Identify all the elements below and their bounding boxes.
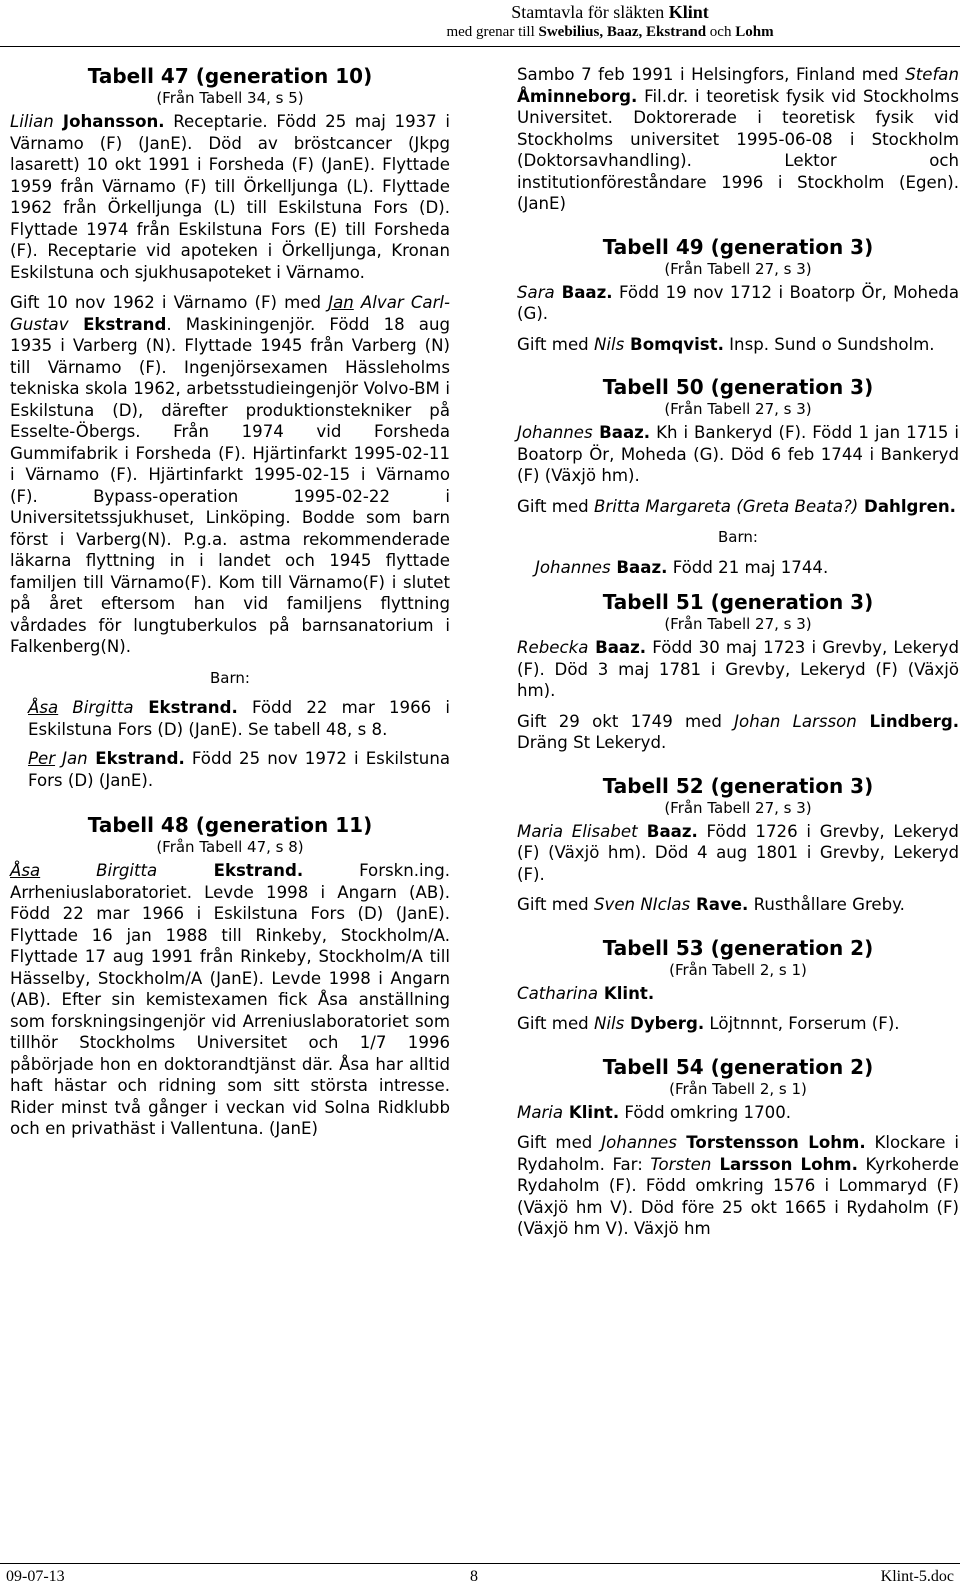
table-52: [517, 774, 959, 916]
table-49: [517, 235, 959, 356]
table-50-person: Johannes Baaz. Kh i Bankeryd (F). Född 1 jan 1715 i Boatorp Ör, Moheda (G). Död 6 feb 1744 i Bankeryd (F) (Växjö hm).: [517, 423, 959, 485]
page-number: 8: [470, 1568, 478, 1585]
page-footer: [0, 1566, 960, 1592]
right-column: [517, 64, 959, 1240]
table-54-person: Maria Klint. Född omkring 1700.: [517, 1102, 792, 1122]
table-53-marriage: Gift med Nils Dyberg. Löjtnnnt, Forserum (F).: [517, 1014, 900, 1033]
table-51-heading: Tabell 51 (generation 3): [602, 590, 874, 614]
table-50-marriage: Gift med Britta Margareta (Greta Beata?) Dahlgren.: [517, 496, 956, 516]
table-52-person: Maria Elisabet Baaz. Född 1726 i Grevby, Lekeryd (F) (Växjö hm). Död 4 aug 1801 i Grevby, Lekeryd (F).: [517, 821, 959, 884]
table-52-source: (Från Tabell 27, s 3): [664, 798, 812, 817]
table-53-person: Catharina Klint.: [517, 983, 655, 1003]
table-48-person: Åsa Birgitta Ekstrand. Forskn.ing. Arrheniuslaboratoriet. Levde 1998 i Angarn (AB). Född 22 mar 1966 i Eskilstuna Fors (D) (JanE). Flyttade 16 jan 1988 till Rinkeby, Stockholm/A. Flyttade 17 aug 1991 från Rinkeby, Stockholm/A till Hässelby, Stockholm/A (JanE). Levde 1998 i Angarn (AB). Efter sin kemistexamen fick Åsa anställning som forskningsingenjör vid Arreniuslaboratoriet som tillhör Stockholms Universitet och 1/7 1996 påbörjade hon en doktorandtjänst där. Åsa har alltid haft hästar och ridning som sitt största intresse. Rider minst två gånger i veckan vid Solna Ridklubb och en privathäst i Vallentuna. (JanE): [10, 861, 450, 1138]
footer-date: 09-07-13: [6, 1568, 65, 1585]
left-column: [10, 64, 450, 1140]
table-48-heading: Tabell 48 (generation 11): [87, 813, 373, 837]
table-47-person: Lilian Johansson. Receptarie. Född 25 maj 1937 i Värnamo (F) (JanE). Död av bröstcancer (Jkpg lasarett) 10 okt 1991 i Forsheda (F) (JanE). Flyttade 1959 från Värnamo (F) till Örkelljunga (L). Flyttade 1962 från Örkelljunga (L) till Eskilstuna Fors (D). Flyttade 1974 från Eskilstuna Fors (E) till Forsheda (F). Receptarie vid apoteken i Örkelljunga, Kronan Eskilstuna och sjukhusapoteket i Värnamo.: [10, 112, 450, 282]
table-50: [517, 375, 959, 578]
table-54-heading: Tabell 54 (generation 2): [602, 1054, 874, 1079]
table-54-marriage: Gift med Johannes Torstensson Lohm. Klockare i Rydaholm. Far: Torsten Larsson Lohm. Kyrkoherde Rydaholm (F). Född omkring 1576 i Lommaryd (F) (Växjö hm V). Död före 25 okt 1665 i Rydaholm (F) (Växjö hm V). Växjö hm: [517, 1133, 959, 1238]
table-53-heading: Tabell 53 (generation 2): [602, 935, 874, 960]
table-47-source: (Från Tabell 34, s 5): [156, 89, 304, 107]
table-47-heading: Tabell 47 (generation 10): [87, 64, 373, 88]
table-48: [10, 813, 450, 1140]
footer-rule: [0, 1563, 960, 1564]
table-54-source: (Från Tabell 2, s 1): [669, 1079, 807, 1098]
footer-filename: Klint-5.doc: [880, 1568, 954, 1585]
page-header: [260, 2, 960, 42]
table-47: [10, 64, 450, 791]
table-51-person: Rebecka Baaz. Född 30 maj 1723 i Grevby, Lekeryd (F). Död 3 maj 1781 i Grevby, Lekeryd (F) (Växjö hm).: [517, 638, 959, 700]
table-51: [517, 590, 959, 754]
table-47-child-2: Per Jan Ekstrand. Född 25 nov 1972 i Eskilstuna Fors (D) (JanE).: [28, 749, 451, 790]
table-52-marriage: Gift med Sven NIclas Rave. Rusthållare Greby.: [517, 895, 905, 914]
table-48-partner: Sambo 7 feb 1991 i Helsingfors, Finland med Stefan Åminneborg. Fil.dr. i teoretisk fysik vid Stockholms Universitet. Doktorerade i teoretisk fysik vid Stockholms universitet 1995-06-08 i Stockholm (Doktorsavhandling). Lektor och institutionföreståndare 1996 i Stockholm (Egen). (JanE): [517, 65, 959, 213]
table-49-heading: Tabell 49 (generation 3): [602, 234, 874, 259]
table-50-source: (Från Tabell 27, s 3): [664, 400, 812, 418]
table-49-marriage: Gift med Nils Bomqvist. Insp. Sund o Sundsholm.: [517, 334, 935, 354]
table-48-source: (Från Tabell 47, s 8): [156, 838, 304, 856]
table-52-heading: Tabell 52 (generation 3): [602, 773, 874, 798]
table-53: [517, 936, 959, 1035]
header-subtitle: med grenar till Swebilius, Baaz, Ekstrand och Lohm: [446, 24, 774, 40]
table-47-children-label: Barn:: [210, 668, 250, 687]
table-47-child-1: Åsa Birgitta Ekstrand. Född 22 mar 1966 i Eskilstuna Fors (D) (JanE). Se tabell 48, s 8.: [28, 698, 450, 739]
table-51-source: (Från Tabell 27, s 3): [664, 615, 812, 633]
table-50-child-1: Johannes Baaz. Född 21 maj 1744.: [535, 557, 829, 577]
table-49-person: Sara Baaz. Född 19 nov 1712 i Boatorp Ör, Moheda (G).: [517, 282, 959, 323]
table-47-marriage: Gift 10 nov 1962 i Värnamo (F) med Jan Alvar Carl-Gustav Ekstrand. Maskiningenjör. Född 18 aug 1935 i Varberg (N). Flyttade 1945 från Varberg (N) till Värnamo (F). Ingenjörsexamen Hässleholms tekniska skola 1962, arbetsstudieingenjör Volvo-BM i Eskilstuna (D), därefter produktionstekniker på Esselte-Öbergs. Från 1974 vid Forsheda Gummifabrik i Forsheda (F). Hjärtinfarkt 1995-02-11 i Värnamo (F). Hjärtinfarkt 1995-02-15 i Värnamo (F). Bypass-operation 1995-02-22 i Universitetssjukhuset, Linköping. Bodde som barn först i Varberg(N). P.g.a. astma rekommenderade läkarna flyttning in i landet och 1945 flyttade familjen till Värnamo(F). Kom till Värnamo(F) i slutet på året eftersom han vid familjens flyttning vårdades för lungtuberkulos på barnsanatorium i Falkenberg(N).: [10, 293, 451, 656]
table-51-marriage: Gift 29 okt 1749 med Johan Larsson Lindberg. Dräng St Lekeryd.: [517, 711, 960, 752]
table-50-children-label: Barn:: [718, 528, 758, 546]
header-title: Stamtavla för släkten Klint: [511, 2, 709, 22]
table-54: [517, 1055, 959, 1240]
table-50-heading: Tabell 50 (generation 3): [602, 375, 874, 399]
table-49-source: (Från Tabell 27, s 3): [664, 259, 812, 278]
header-rule: [0, 46, 960, 47]
table-53-source: (Från Tabell 2, s 1): [669, 960, 807, 979]
